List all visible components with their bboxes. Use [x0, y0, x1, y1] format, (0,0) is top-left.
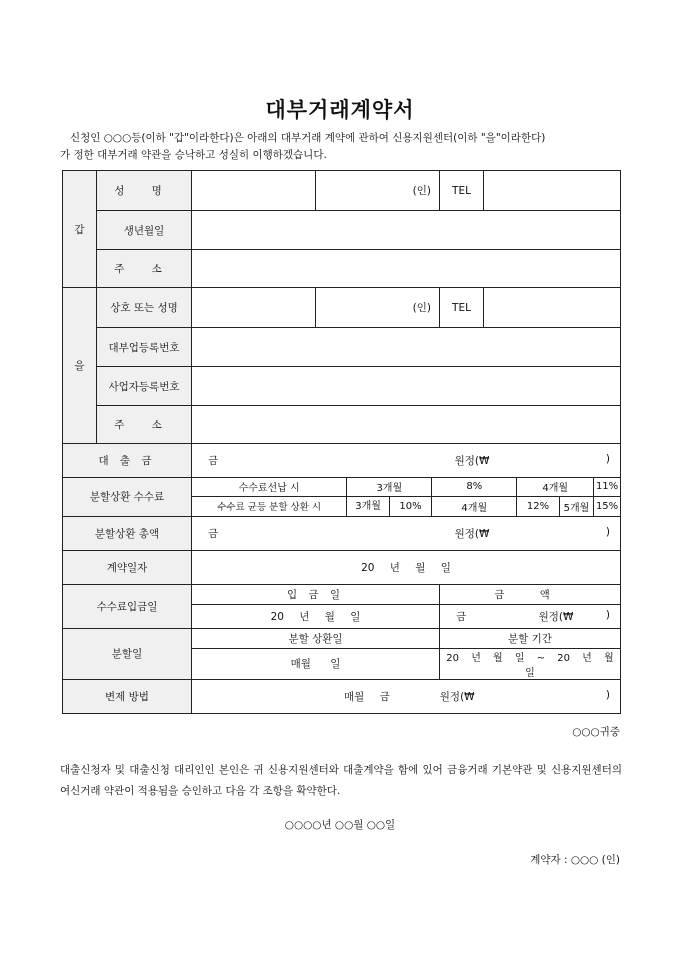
installment-period-field[interactable]: 20 년 월 일 ~ 20 년 월 일	[440, 648, 621, 679]
gap-tel-label: TEL	[440, 171, 484, 211]
fee-eq1-rate: 10%	[399, 500, 422, 512]
eul-tel-label: TEL	[440, 288, 484, 328]
total-field[interactable]	[192, 516, 621, 550]
loan-won: 원정(₩	[454, 455, 490, 467]
gap-tel-field[interactable]	[484, 171, 621, 211]
fee-payment-label: 수수료입금일	[63, 584, 192, 628]
eul-loan-reg-label: 대부업등록번호	[97, 328, 192, 367]
total-won: 원정(₩	[454, 527, 490, 540]
fee-equal-label: 수수료 균등 분할 상환 시	[192, 496, 347, 516]
loan-amount-label: 대 출 금	[63, 444, 192, 478]
gap-birth-field[interactable]	[192, 211, 621, 250]
page-title: 대부거래계약서	[265, 98, 415, 122]
repayment-won: 원정(₩	[439, 690, 475, 703]
intro-line-1: 신청인 ○○○등(이하 "갑"이라한다)은 아래의 대부거래 계약에 관하여 신용지원센터(이하 "을"이라한다)	[70, 132, 546, 144]
fee-eq2-rate: 12%	[517, 496, 559, 516]
fee-eq2-period: 4개월	[432, 496, 517, 516]
total-close: )	[605, 525, 610, 538]
repayment-field[interactable]	[192, 679, 621, 713]
installment-day-field[interactable]: 매월 일	[192, 648, 440, 679]
eul-name-label: 상호 또는 성명	[97, 288, 192, 328]
party-eul-label: 을	[63, 288, 97, 444]
fee-label: 분할상환 수수료	[63, 478, 192, 517]
fee-prepay-rate-2: 11%	[594, 478, 620, 496]
gap-name-field[interactable]	[192, 171, 316, 211]
contract-date-label: 계약일자	[63, 550, 192, 584]
installment-period-header: 분할 기간	[440, 628, 621, 648]
fee-prepay-rate: 8%	[432, 478, 517, 496]
eul-address-label: 주 소	[97, 406, 192, 444]
eul-tel-field[interactable]	[484, 288, 621, 328]
fee-payment-amount-won: 원정(₩	[538, 610, 574, 623]
eul-name-field[interactable]	[192, 288, 316, 328]
fee-payment-amount-header: 금 액	[440, 584, 621, 604]
intro-line-2: 가 정한 대부거래 약관을 승낙하고 성실히 이행하겠습니다.	[60, 149, 327, 161]
fee-payment-date-field[interactable]: 20 년 월 일	[192, 604, 440, 628]
contract-date-field[interactable]: 20 년 월 일	[192, 550, 621, 584]
fee-payment-date-header: 입 금 일	[192, 584, 440, 604]
loan-prefix: 금	[208, 455, 219, 467]
intro-text	[60, 130, 622, 164]
fee-rate-table	[192, 478, 620, 516]
document-date: ○○○○년 ○○월 ○○일	[284, 819, 396, 831]
fee-eq3-rate: 15%	[595, 500, 619, 512]
eul-biz-reg-label: 사업자등록번호	[97, 367, 192, 406]
eul-address-field[interactable]	[192, 406, 621, 444]
gap-name-label: 성 명	[97, 171, 192, 211]
repayment-label: 변제 방법	[63, 679, 192, 713]
fee-eq1-period: 3개월	[347, 497, 390, 516]
loan-close: )	[605, 453, 610, 465]
agreement-paragraph: 대출신청자 및 대출신청 대리인인 본인은 귀 신용지원센터와 대출계약을 함에 있어 금융거래 기본약관 및 신용지원센터의 여신거래 약관이 적용됨을 승인하고 다음 각 조항을 확약한다.	[60, 764, 622, 797]
fee-prepay-period-2: 4개월	[517, 478, 594, 496]
installment-label: 분할일	[63, 628, 192, 679]
fee-payment-amount-prefix: 금	[456, 610, 467, 623]
gap-address-field[interactable]	[192, 250, 621, 288]
fee-payment-amount-field[interactable]	[440, 604, 621, 628]
total-label: 분할상환 총액	[63, 516, 192, 550]
receipt-line: ○○○귀중	[572, 726, 620, 738]
fee-eq3-period: 5개월	[559, 496, 593, 516]
installment-day-header: 분할 상환일	[192, 628, 440, 648]
gap-seal: (인)	[316, 171, 440, 211]
repayment-value: 매월 금	[344, 690, 390, 703]
party-gap-label: 갑	[63, 171, 97, 288]
loan-amount-field[interactable]	[192, 444, 621, 478]
total-prefix: 금	[208, 527, 219, 540]
gap-address-label: 주 소	[97, 250, 192, 288]
fee-payment-amount-close: )	[605, 608, 610, 621]
signature-line: 계약자 : ○○○ (인)	[530, 854, 620, 866]
eul-loan-reg-field[interactable]	[192, 328, 621, 367]
eul-biz-reg-field[interactable]	[192, 367, 621, 406]
eul-seal: (인)	[316, 288, 440, 328]
repayment-close: )	[605, 688, 610, 701]
gap-birth-label: 생년월일	[97, 211, 192, 250]
contract-form-table	[62, 170, 621, 714]
fee-prepay-label: 수수료선납 시	[192, 478, 347, 496]
fee-prepay-period: 3개월	[347, 478, 432, 496]
